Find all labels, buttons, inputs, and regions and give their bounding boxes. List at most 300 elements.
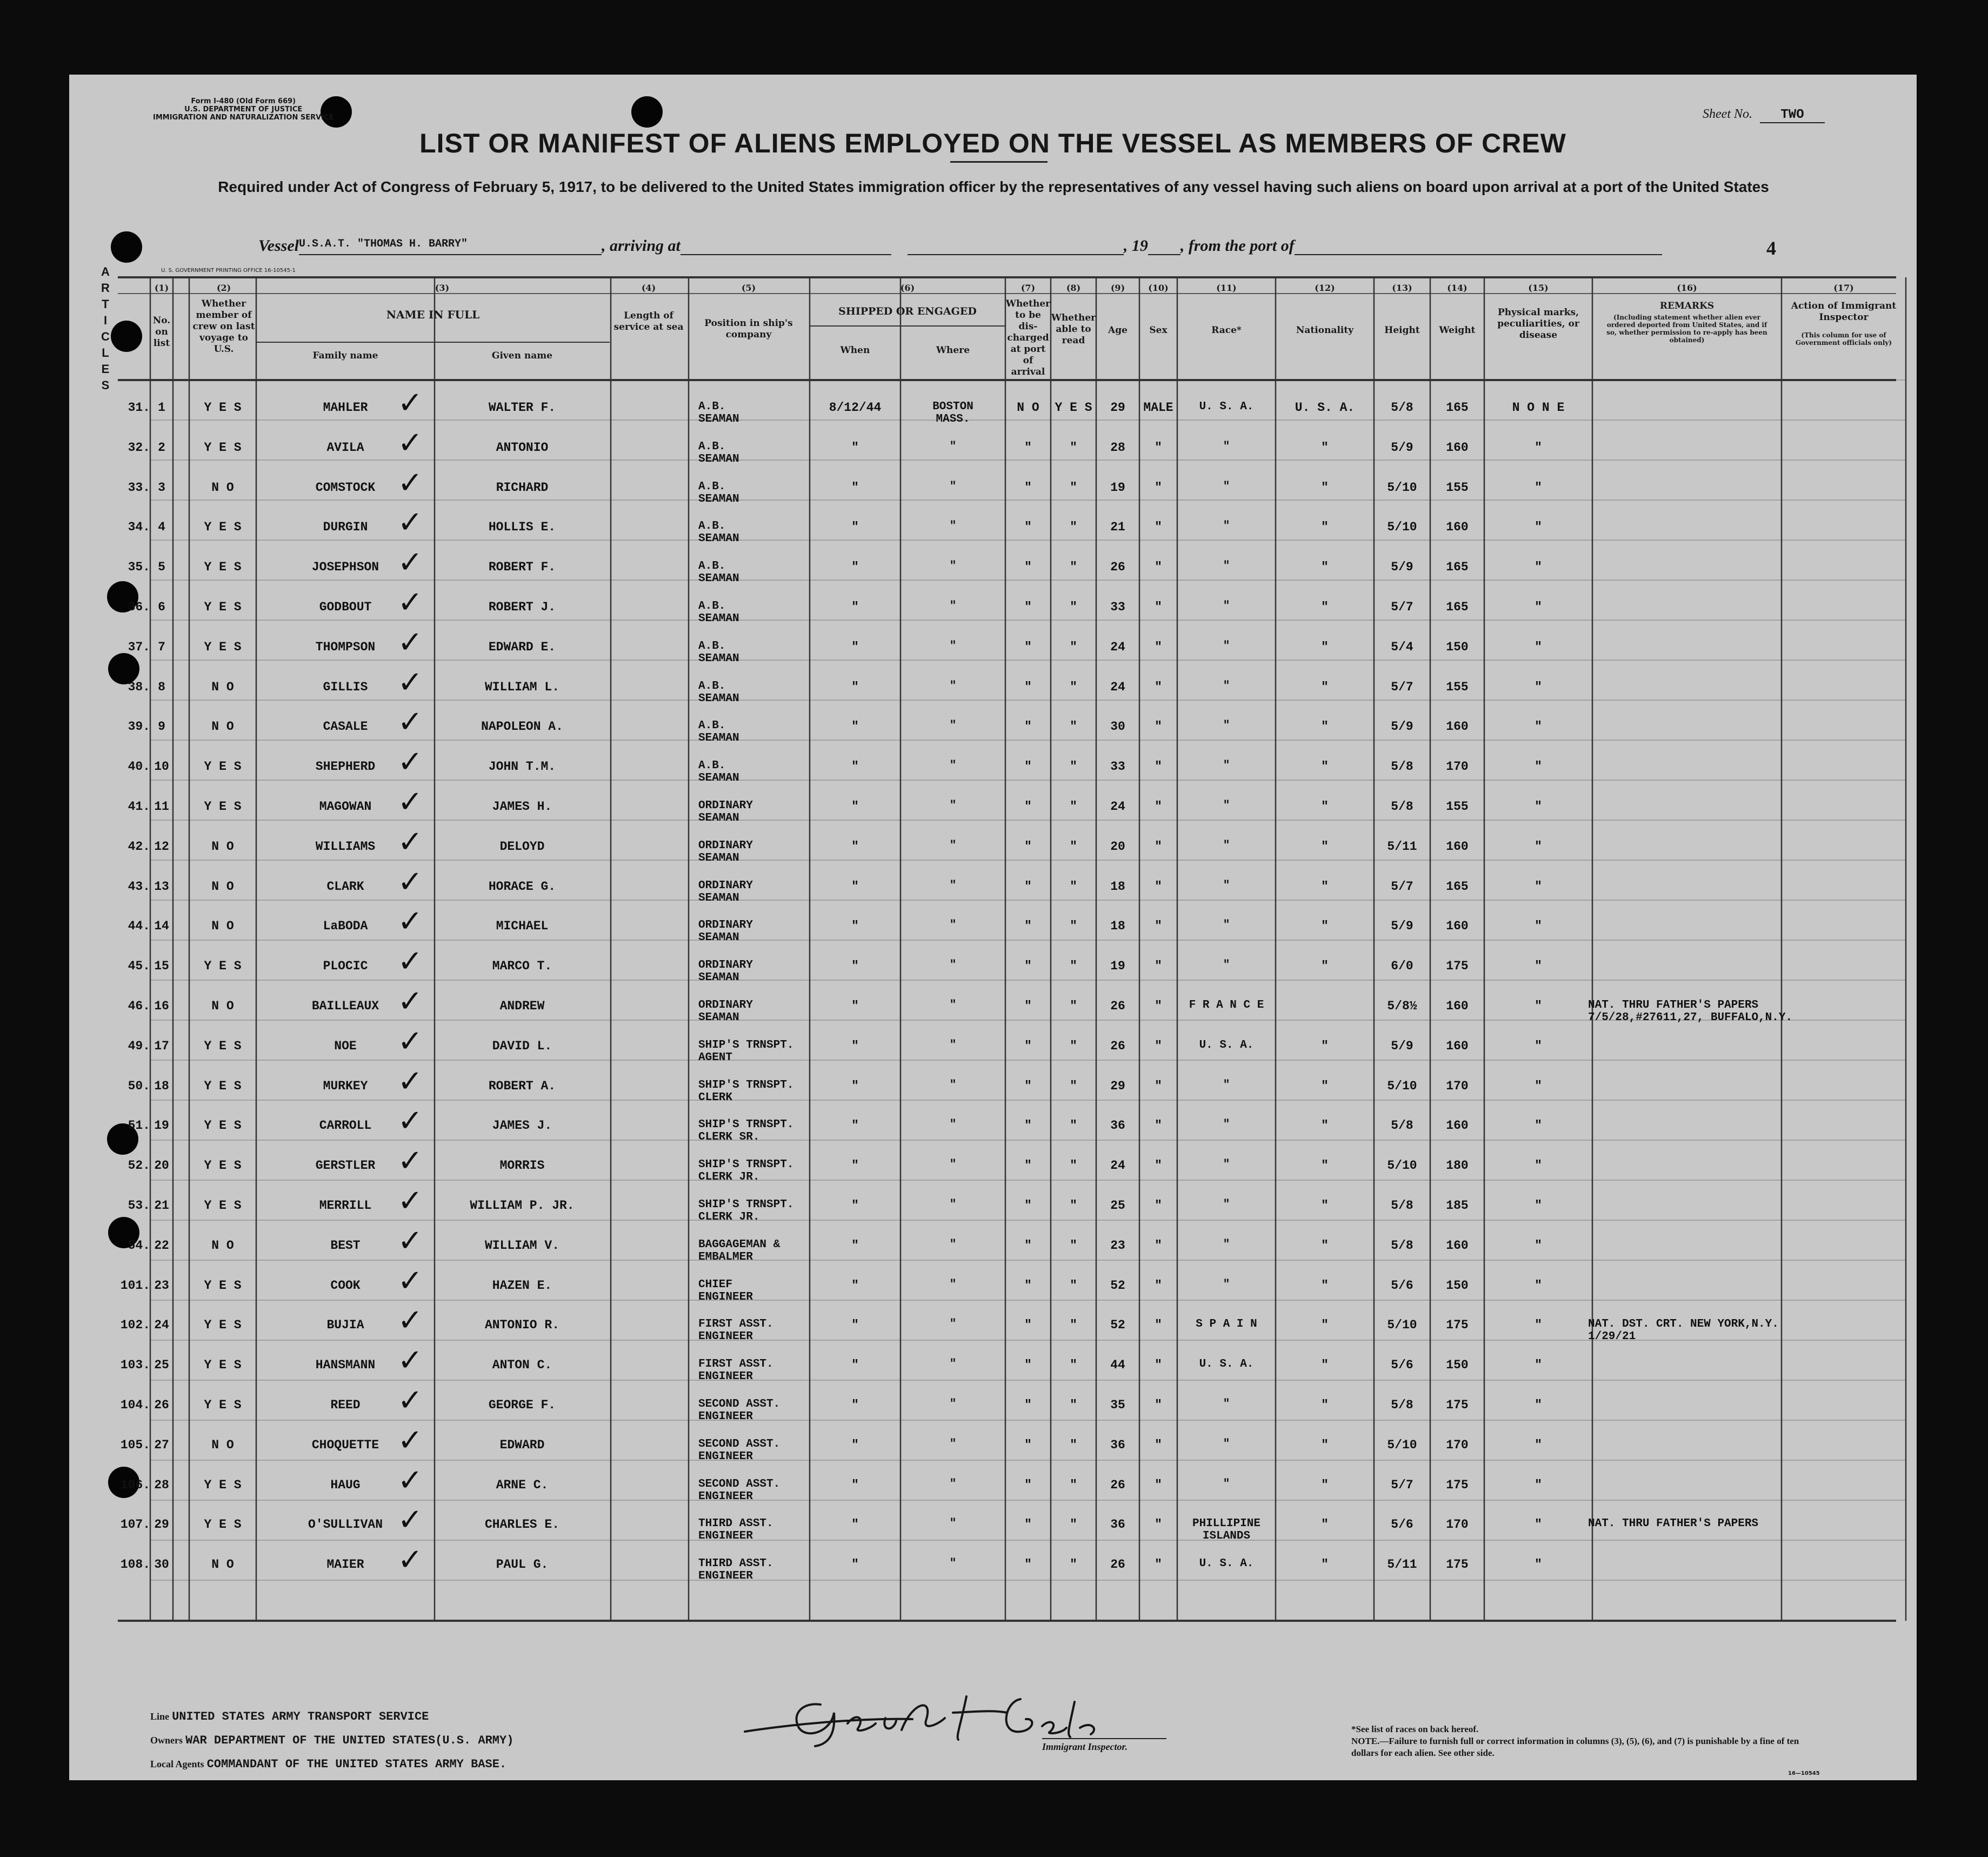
member-last-voyage: Y E S bbox=[204, 401, 242, 415]
physical-marks: " bbox=[1535, 1159, 1542, 1173]
checkmark-icon: ✓ bbox=[397, 1303, 423, 1339]
family-name: GODBOUT bbox=[319, 600, 372, 614]
nationality: " bbox=[1321, 1159, 1329, 1173]
row-number: 16 bbox=[154, 999, 169, 1013]
nationality: " bbox=[1321, 1398, 1329, 1412]
race bbox=[1177, 1039, 1276, 1051]
position bbox=[689, 1358, 818, 1383]
member-last-voyage: N O bbox=[211, 919, 234, 934]
shipped-where bbox=[900, 1079, 1005, 1091]
weight: 150 bbox=[1446, 640, 1469, 654]
position-line: SECOND ASST. bbox=[698, 1477, 780, 1490]
article-number: 35. bbox=[128, 560, 150, 575]
given-name: WILLIAM V. bbox=[484, 1238, 560, 1253]
shipped-when: " bbox=[851, 1517, 859, 1532]
header-remarks: REMARKS bbox=[1659, 301, 1715, 311]
article-number: 50. bbox=[128, 1079, 150, 1093]
sex: " bbox=[1155, 640, 1162, 654]
article-number: 101. bbox=[120, 1278, 150, 1293]
nationality: " bbox=[1321, 760, 1329, 774]
given-name: PAUL G. bbox=[496, 1558, 549, 1572]
member-last-voyage: Y E S bbox=[204, 1358, 242, 1373]
family-name: HANSMANN bbox=[315, 1358, 376, 1373]
sex: " bbox=[1155, 600, 1162, 614]
article-number: 54. bbox=[128, 1238, 150, 1253]
footnote-races: *See list of races on back hereof. bbox=[1351, 1724, 1479, 1734]
family-name: MAIER bbox=[326, 1558, 364, 1572]
family-name: GERSTLER bbox=[315, 1159, 376, 1173]
page-title: LIST OR MANIFEST OF ALIENS EMPLOYED ON THE VESSEL AS MEMBERS OF CREW bbox=[419, 128, 1566, 158]
shipped-where bbox=[900, 919, 1005, 931]
height: 5/7 bbox=[1391, 680, 1413, 694]
articles-letter: A bbox=[101, 265, 110, 278]
col-number: (5) bbox=[741, 283, 756, 293]
family-name: MURKEY bbox=[323, 1079, 368, 1093]
where-line: " bbox=[949, 440, 957, 453]
header-height: Height bbox=[1384, 325, 1420, 336]
remarks-line: NAT. THRU FATHER'S PAPERS bbox=[1588, 999, 1759, 1011]
col-number: (15) bbox=[1528, 283, 1549, 293]
row-number: 19 bbox=[154, 1119, 169, 1133]
row-number: 24 bbox=[154, 1318, 169, 1333]
able-to-read: " bbox=[1070, 1159, 1077, 1173]
footer-agents bbox=[150, 1758, 506, 1771]
checkmark-icon: ✓ bbox=[397, 864, 423, 900]
header-race: Race* bbox=[1211, 325, 1242, 336]
position-line: A.B. bbox=[698, 520, 726, 533]
position-line: A.B. bbox=[698, 680, 726, 693]
position-line: ORDINARY bbox=[698, 999, 753, 1011]
header-age: Age bbox=[1108, 325, 1128, 336]
age: 36 bbox=[1110, 1119, 1125, 1133]
age: 18 bbox=[1110, 919, 1125, 934]
able-to-read: " bbox=[1070, 879, 1077, 894]
race bbox=[1177, 880, 1276, 892]
able-to-read: Y E S bbox=[1055, 401, 1092, 415]
where-line: " bbox=[949, 1238, 957, 1251]
height: 5/6 bbox=[1391, 1517, 1413, 1532]
race-line: " bbox=[1223, 1437, 1230, 1450]
weight: 160 bbox=[1446, 520, 1469, 535]
physical-marks: " bbox=[1535, 839, 1542, 854]
position-line: ENGINEER bbox=[698, 1490, 753, 1503]
shipped-when: " bbox=[851, 1238, 859, 1253]
physical-marks: " bbox=[1535, 999, 1542, 1013]
articles-letter: R bbox=[101, 281, 110, 295]
article-number: 31. bbox=[128, 401, 150, 415]
race bbox=[1177, 1279, 1276, 1291]
shipped-where bbox=[900, 840, 1005, 852]
nationality: " bbox=[1321, 1318, 1329, 1333]
position-line: SEAMAN bbox=[698, 573, 739, 585]
row-number: 17 bbox=[154, 1039, 169, 1053]
weight: 160 bbox=[1446, 919, 1469, 934]
position-line: SHIP'S TRNSPT. bbox=[698, 1199, 794, 1211]
family-name: O'SULLIVAN bbox=[308, 1517, 383, 1532]
age: 30 bbox=[1110, 720, 1125, 734]
able-to-read: " bbox=[1070, 999, 1077, 1013]
discharged: " bbox=[1024, 520, 1032, 535]
checkmark-icon: ✓ bbox=[397, 505, 423, 541]
shipped-where bbox=[900, 1517, 1005, 1530]
height: 5/8 bbox=[1391, 1398, 1413, 1412]
checkmark-icon: ✓ bbox=[397, 1542, 423, 1578]
position bbox=[689, 1279, 818, 1303]
race-line: " bbox=[1223, 1199, 1230, 1211]
able-to-read: " bbox=[1070, 1119, 1077, 1133]
position bbox=[689, 1119, 818, 1143]
remarks-line: 1/29/21 bbox=[1588, 1330, 1636, 1343]
member-last-voyage: Y E S bbox=[204, 1119, 242, 1133]
position-line: SEAMAN bbox=[698, 1011, 739, 1024]
discharged: " bbox=[1024, 1119, 1032, 1133]
row-number: 11 bbox=[154, 800, 169, 814]
age: 35 bbox=[1110, 1398, 1125, 1412]
checkmark-icon: ✓ bbox=[397, 585, 423, 620]
height: 5/10 bbox=[1387, 1437, 1417, 1452]
position bbox=[689, 959, 818, 984]
weight: 170 bbox=[1446, 1517, 1469, 1532]
table-row bbox=[69, 624, 1917, 668]
checkmark-icon: ✓ bbox=[397, 624, 423, 660]
header-family-name: Family name bbox=[312, 350, 378, 361]
discharged: " bbox=[1024, 800, 1032, 814]
position-line: A.B. bbox=[698, 720, 726, 733]
position-line: SECOND ASST. bbox=[698, 1398, 780, 1410]
position-line: ORDINARY bbox=[698, 879, 753, 892]
shipped-when: " bbox=[851, 680, 859, 694]
position bbox=[689, 720, 818, 744]
where-line: " bbox=[949, 800, 957, 812]
checkmark-icon: ✓ bbox=[397, 1462, 423, 1498]
article-number: 107. bbox=[120, 1517, 150, 1532]
member-last-voyage: N O bbox=[211, 1558, 234, 1572]
table-row bbox=[69, 465, 1917, 509]
header-where: Where bbox=[936, 345, 970, 356]
able-to-read: " bbox=[1070, 680, 1077, 694]
able-to-read: " bbox=[1070, 1558, 1077, 1572]
article-number: 39. bbox=[128, 720, 150, 734]
position bbox=[689, 481, 818, 505]
able-to-read: " bbox=[1070, 1039, 1077, 1053]
able-to-read: " bbox=[1070, 1278, 1077, 1293]
shipped-when: " bbox=[851, 1278, 859, 1293]
where-line: " bbox=[949, 919, 957, 932]
shipped-where bbox=[900, 520, 1005, 533]
nationality: " bbox=[1321, 600, 1329, 614]
weight: 170 bbox=[1446, 1079, 1469, 1093]
race bbox=[1177, 1478, 1276, 1490]
table-row bbox=[69, 1183, 1917, 1227]
discharged: " bbox=[1024, 1477, 1032, 1492]
able-to-read: " bbox=[1070, 520, 1077, 535]
height: 5/9 bbox=[1391, 1039, 1413, 1053]
nationality: " bbox=[1321, 1278, 1329, 1293]
physical-marks: " bbox=[1535, 1517, 1542, 1532]
article-number: 46. bbox=[128, 999, 150, 1013]
discharged: " bbox=[1024, 879, 1032, 894]
nationality: " bbox=[1321, 919, 1329, 934]
checkmark-icon: ✓ bbox=[397, 704, 423, 740]
physical-marks: " bbox=[1535, 1477, 1542, 1492]
shipped-when: " bbox=[851, 919, 859, 934]
nationality: " bbox=[1321, 1119, 1329, 1133]
row-number: 10 bbox=[154, 760, 169, 774]
articles-letter: S bbox=[101, 378, 110, 392]
race-line: " bbox=[1223, 440, 1230, 453]
where-line: " bbox=[949, 600, 957, 613]
given-name: EDWARD bbox=[499, 1437, 545, 1452]
weight: 160 bbox=[1446, 440, 1469, 455]
given-name: JAMES J. bbox=[492, 1119, 552, 1133]
nationality: " bbox=[1321, 1199, 1329, 1213]
weight: 150 bbox=[1446, 1278, 1469, 1293]
weight: 175 bbox=[1446, 1398, 1469, 1412]
checkmark-icon: ✓ bbox=[397, 1422, 423, 1458]
family-name: GILLIS bbox=[323, 680, 368, 694]
given-name: ANDREW bbox=[499, 999, 545, 1013]
height: 5/8 bbox=[1391, 760, 1413, 774]
member-last-voyage: N O bbox=[211, 680, 234, 694]
line-value: UNITED STATES ARMY TRANSPORT SERVICE bbox=[172, 1710, 429, 1723]
header-no-on-list: No. on list bbox=[152, 315, 171, 349]
race-line: " bbox=[1223, 919, 1230, 932]
where-line: " bbox=[949, 1278, 957, 1291]
race bbox=[1177, 999, 1276, 1011]
race bbox=[1177, 1517, 1276, 1542]
sex: " bbox=[1155, 1517, 1162, 1532]
col-number: (1) bbox=[154, 283, 169, 293]
nationality: " bbox=[1321, 1238, 1329, 1253]
sex: " bbox=[1155, 1039, 1162, 1053]
age: 24 bbox=[1110, 680, 1125, 694]
given-name: NAPOLEON A. bbox=[481, 720, 563, 734]
position bbox=[689, 600, 818, 625]
race-line: F R A N C E bbox=[1189, 999, 1264, 1011]
given-name: CHARLES E. bbox=[484, 1517, 560, 1532]
race bbox=[1177, 1199, 1276, 1211]
age: 26 bbox=[1110, 999, 1125, 1013]
discharged: " bbox=[1024, 760, 1032, 774]
position-line: A.B. bbox=[698, 600, 726, 613]
table-row bbox=[69, 1462, 1917, 1506]
table-row bbox=[69, 1023, 1917, 1067]
row-number: 25 bbox=[154, 1358, 169, 1373]
able-to-read: " bbox=[1070, 1318, 1077, 1333]
header-remarks-note: (Including statement whether alien ever ordered deported from United States, and if so, whether permission to re-apply has been obtained) bbox=[1606, 314, 1767, 344]
col-number: (8) bbox=[1066, 283, 1081, 293]
age: 36 bbox=[1110, 1517, 1125, 1532]
row-number: 30 bbox=[154, 1558, 169, 1572]
member-last-voyage: Y E S bbox=[204, 800, 242, 814]
weight: 160 bbox=[1446, 839, 1469, 854]
article-number: 108. bbox=[120, 1558, 150, 1572]
inspector-label: Immigrant Inspector. bbox=[1042, 1741, 1128, 1752]
shipped-when: " bbox=[851, 1039, 859, 1053]
position-line: SEAMAN bbox=[698, 732, 739, 745]
weight: 150 bbox=[1446, 1358, 1469, 1373]
checkmark-icon: ✓ bbox=[397, 385, 423, 421]
race-line: PHILLIPINE bbox=[1192, 1517, 1261, 1530]
given-name: HORACE G. bbox=[488, 879, 556, 894]
header-action-note: (This column for use of Government officials only) bbox=[1795, 331, 1892, 347]
age: 24 bbox=[1110, 640, 1125, 654]
shipped-where bbox=[900, 1558, 1005, 1570]
position-line: FIRST ASST. bbox=[698, 1318, 773, 1331]
family-name: BUJIA bbox=[326, 1318, 364, 1333]
position-line: SEAMAN bbox=[698, 492, 739, 505]
member-last-voyage: Y E S bbox=[204, 1318, 242, 1333]
row-number: 27 bbox=[154, 1437, 169, 1452]
position-line: ORDINARY bbox=[698, 839, 753, 852]
member-last-voyage: N O bbox=[211, 1437, 234, 1452]
nationality: " bbox=[1321, 1437, 1329, 1452]
line-label: Line bbox=[150, 1711, 170, 1722]
member-last-voyage: Y E S bbox=[204, 640, 242, 654]
physical-marks: " bbox=[1535, 1039, 1542, 1053]
discharged: " bbox=[1024, 1437, 1032, 1452]
race bbox=[1177, 1358, 1276, 1370]
race bbox=[1177, 1239, 1276, 1251]
family-name: THOMPSON bbox=[315, 640, 376, 654]
position-line: ENGINEER bbox=[698, 1410, 753, 1423]
position-line: ENGINEER bbox=[698, 1450, 753, 1463]
table-row bbox=[69, 904, 1917, 947]
physical-marks: " bbox=[1535, 879, 1542, 894]
family-name: AVILA bbox=[326, 440, 364, 455]
table-row bbox=[69, 1542, 1917, 1586]
age: 28 bbox=[1110, 440, 1125, 455]
article-number: 52. bbox=[128, 1159, 150, 1173]
physical-marks: " bbox=[1535, 1398, 1542, 1412]
position-line: AGENT bbox=[698, 1051, 733, 1064]
weight: 175 bbox=[1446, 1318, 1469, 1333]
where-line: " bbox=[949, 520, 957, 533]
discharged: " bbox=[1024, 1238, 1032, 1253]
weight: 160 bbox=[1446, 1238, 1469, 1253]
sex: " bbox=[1155, 720, 1162, 734]
sex: " bbox=[1155, 1159, 1162, 1173]
header-sex: Sex bbox=[1149, 325, 1168, 336]
table-row bbox=[69, 1143, 1917, 1187]
row-number: 1 bbox=[158, 401, 165, 415]
race bbox=[1177, 1159, 1276, 1171]
member-last-voyage: N O bbox=[211, 480, 234, 495]
given-name: ANTONIO bbox=[496, 440, 549, 455]
article-number: 44. bbox=[128, 919, 150, 934]
able-to-read: " bbox=[1070, 600, 1077, 614]
article-number: 53. bbox=[128, 1199, 150, 1213]
age: 26 bbox=[1110, 560, 1125, 575]
height: 5/7 bbox=[1391, 879, 1413, 894]
shipped-where bbox=[900, 481, 1005, 493]
page-subtitle: Required under Act of Congress of February 5, 1917, to be delivered to the United States immigration officer by the representatives of any vessel having such aliens on board upon arrival at a port of the United States bbox=[218, 178, 1769, 195]
position bbox=[689, 880, 818, 904]
footer-line bbox=[150, 1710, 429, 1723]
discharged: " bbox=[1024, 440, 1032, 455]
position bbox=[689, 999, 818, 1024]
sex: " bbox=[1155, 1278, 1162, 1293]
table-row bbox=[69, 425, 1917, 469]
sex: " bbox=[1155, 1079, 1162, 1093]
table-row bbox=[69, 704, 1917, 748]
weight: 175 bbox=[1446, 1477, 1469, 1492]
shipped-when: " bbox=[851, 1358, 859, 1373]
shipped-where bbox=[900, 1438, 1005, 1450]
weight: 170 bbox=[1446, 1437, 1469, 1452]
where-line: MASS. bbox=[936, 413, 970, 425]
weight: 160 bbox=[1446, 720, 1469, 734]
race-line: " bbox=[1223, 1119, 1230, 1131]
race-line: U. S. A. bbox=[1199, 401, 1254, 413]
col-number: (11) bbox=[1216, 283, 1237, 293]
race-line: " bbox=[1223, 800, 1230, 812]
race bbox=[1177, 840, 1276, 852]
where-line: " bbox=[949, 1199, 957, 1211]
where-line: " bbox=[949, 1558, 957, 1570]
remarks-line: 7/5/28,#27611,27, BUFFALO,N.Y. bbox=[1588, 1011, 1793, 1024]
nationality: " bbox=[1321, 440, 1329, 455]
where-line: " bbox=[949, 1119, 957, 1131]
shipped-where bbox=[900, 1159, 1005, 1171]
race bbox=[1177, 1119, 1276, 1131]
physical-marks: " bbox=[1535, 1238, 1542, 1253]
row-number: 8 bbox=[158, 680, 165, 694]
position bbox=[689, 441, 818, 465]
vessel-name: U.S.A.T. "THOMAS H. BARRY" bbox=[299, 238, 602, 255]
sex: " bbox=[1155, 800, 1162, 814]
header-when: When bbox=[840, 345, 870, 356]
weight: 185 bbox=[1446, 1199, 1469, 1213]
height: 5/8½ bbox=[1387, 999, 1417, 1013]
table-row bbox=[69, 1103, 1917, 1147]
race-line: " bbox=[1223, 600, 1230, 613]
height: 6/0 bbox=[1391, 959, 1413, 974]
age: 24 bbox=[1110, 800, 1125, 814]
position-line: A.B. bbox=[698, 440, 726, 453]
physical-marks: " bbox=[1535, 1079, 1542, 1093]
col-number: (3) bbox=[435, 283, 450, 293]
where-line: " bbox=[949, 640, 957, 653]
nationality: " bbox=[1321, 1358, 1329, 1373]
nationality: " bbox=[1321, 480, 1329, 495]
race-line: " bbox=[1223, 1278, 1230, 1291]
checkmark-icon: ✓ bbox=[397, 1143, 423, 1179]
height: 5/7 bbox=[1391, 1477, 1413, 1492]
owners-label: Owners bbox=[150, 1735, 183, 1746]
where-line: " bbox=[949, 760, 957, 773]
where-line: " bbox=[949, 999, 957, 1011]
nationality: " bbox=[1321, 1079, 1329, 1093]
physical-marks: " bbox=[1535, 1278, 1542, 1293]
family-name: CASALE bbox=[323, 720, 368, 734]
header-position: Position in ship's company bbox=[704, 318, 793, 340]
articles-letter: C bbox=[101, 330, 110, 343]
position-line: THIRD ASST. bbox=[698, 1517, 773, 1530]
family-name: COMSTOCK bbox=[315, 480, 376, 495]
weight: 155 bbox=[1446, 680, 1469, 694]
position-line: SEAMAN bbox=[698, 812, 739, 824]
shipped-when: " bbox=[851, 1318, 859, 1333]
physical-marks: " bbox=[1535, 959, 1542, 974]
position-line: BAGGAGEMAN & bbox=[698, 1238, 780, 1251]
weight: 170 bbox=[1446, 760, 1469, 774]
position-line: SHIP'S TRNSPT. bbox=[698, 1079, 794, 1091]
checkmark-icon: ✓ bbox=[397, 1263, 423, 1299]
height: 5/11 bbox=[1387, 839, 1417, 854]
position-line: ENGINEER bbox=[698, 1530, 753, 1543]
race-line: " bbox=[1223, 640, 1230, 653]
